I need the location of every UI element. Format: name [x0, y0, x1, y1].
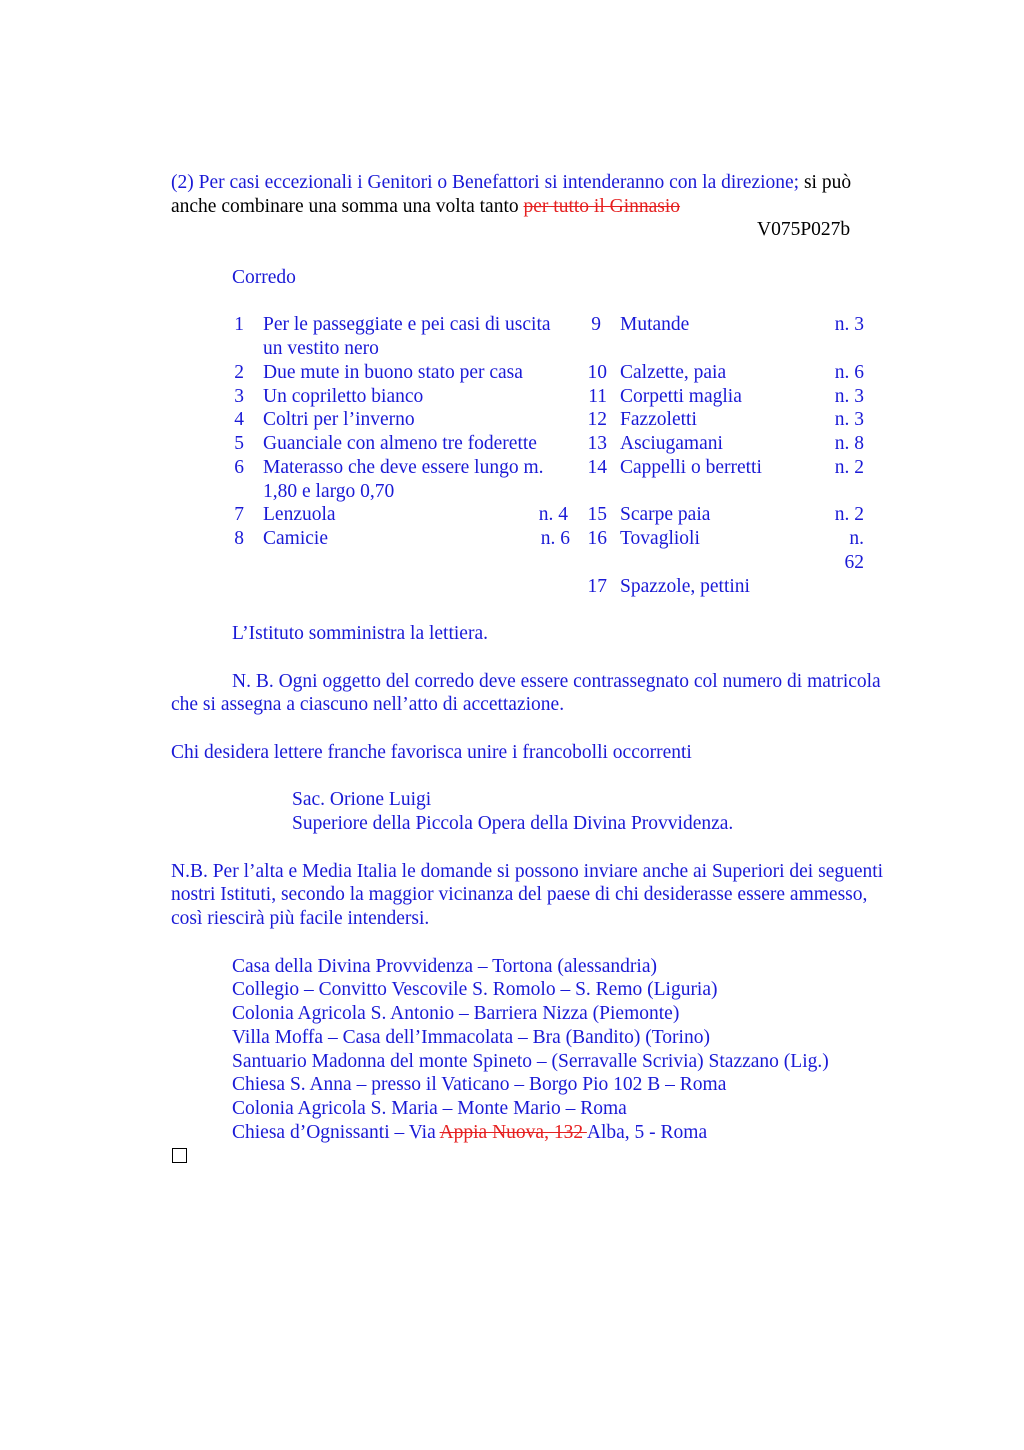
corredo-row-continuation [263, 337, 379, 361]
note-2-blue-text: (2) Per casi eccezionali i Genitori o Benefattori si intenderanno con la direzione; [171, 172, 800, 193]
item-number: 10 [587, 362, 607, 383]
institute-item: Casa della Divina Provvidenza – Tortona (alessandria) [232, 956, 657, 977]
item-number: 17 [587, 576, 607, 597]
item-quantity-continuation [800, 551, 864, 575]
nb-istituti-line-1: N.B. Per l’alta e Media Italia le domande si possono inviare anche ai Superiori dei seguenti [171, 861, 884, 882]
lettiera-note: L’Istituto somministra la lettiera. [232, 623, 488, 644]
item-quantity: n. 2 [834, 457, 864, 478]
item-text: Cappelli o berretti [620, 457, 762, 478]
item-number: 2 [234, 362, 244, 383]
item-number: 1 [234, 314, 244, 335]
item-text: Coltri per l’inverno [263, 409, 415, 430]
item-number: 4 [234, 409, 244, 430]
item-text: Lenzuola [263, 504, 336, 525]
struck-text-ginnasio: per tutto il Ginnasio [523, 196, 681, 217]
item-quantity: n. 3 [834, 409, 864, 430]
item-text: Scarpe paia [620, 504, 711, 525]
item-text: Materasso che deve essere lungo m. [263, 457, 544, 478]
institute-last-before: Chiesa d’Ognissanti – Via [232, 1122, 440, 1143]
item-number: 12 [587, 409, 607, 430]
item-number: 8 [234, 528, 244, 549]
signature-title: Superiore della Piccola Opera della Divina Provvidenza. [292, 813, 734, 834]
nb-istituti-line-3: così riescirà più facile intendersi. [171, 908, 430, 929]
corredo-title: Corredo [232, 267, 296, 288]
item-text: Asciugamani [620, 433, 723, 454]
item-number: 5 [234, 433, 244, 454]
item-quantity: n. 6 [540, 528, 570, 549]
item-text: Guanciale con almeno tre foderette [263, 433, 537, 454]
item-text: Camicie [263, 528, 328, 549]
institute-item: Villa Moffa – Casa dell’Immacolata – Bra (Bandito) (Torino) [232, 1027, 710, 1048]
item-number: 3 [234, 386, 244, 407]
item-number: 7 [234, 504, 244, 525]
item-text: Mutande [620, 314, 690, 335]
institute-item: Collegio – Convitto Vescovile S. Romolo – S. Remo (Liguria) [232, 979, 718, 1000]
item-number: 15 [587, 504, 607, 525]
nb-matricola-line-2: che si assegna a ciascuno nell’atto di accettazione. [171, 694, 565, 715]
signature-name: Sac. Orione Luigi [292, 789, 432, 810]
item-number: 6 [234, 457, 244, 478]
item-quantity: n. 3 [834, 314, 864, 335]
corredo-row-continuation [263, 480, 394, 504]
institute-item: Colonia Agricola S. Maria – Monte Mario – Roma [232, 1098, 627, 1119]
item-text: Spazzole, pettini [620, 576, 750, 597]
item-text: Corpetti maglia [620, 386, 742, 407]
item-number: 13 [587, 433, 607, 454]
item-quantity: n. 3 [834, 386, 864, 407]
item-text: Un copriletto bianco [263, 386, 424, 407]
item-text-continuation: un vestito nero [263, 338, 379, 359]
note-2-line-2-text: anche combinare una somma una volta tanto [171, 196, 524, 217]
item-text: Per le passeggiate e pei casi di uscita [263, 314, 551, 335]
note-2-black-text: si può [799, 172, 852, 193]
institute-item: Colonia Agricola S. Antonio – Barriera Nizza (Piemonte) [232, 1003, 680, 1024]
institute-item: Santuario Madonna del monte Spineto – (Serravalle Scrivia) Stazzano (Lig.) [232, 1051, 829, 1072]
item-quantity-continuation-text: 62 [844, 552, 864, 573]
item-text: Fazzoletti [620, 409, 697, 430]
item-number: 9 [591, 314, 601, 335]
empty-square-icon [172, 1148, 187, 1163]
item-quantity: n. 8 [834, 433, 864, 454]
nb-matricola-line-1: N. B. Ogni oggetto del corredo deve essere contrassegnato col numero di matricola [232, 671, 881, 692]
item-text-continuation: 1,80 e largo 0,70 [263, 481, 395, 502]
item-text: Tovaglioli [620, 528, 700, 549]
francobolli-note: Chi desidera lettere franche favorisca unire i francobolli occorrenti [171, 742, 692, 763]
item-number: 16 [587, 528, 607, 549]
institute-item: Chiesa S. Anna – presso il Vaticano – Borgo Pio 102 B – Roma [232, 1074, 727, 1095]
nb-istituti-line-2: nostri Istituti, secondo la maggior vicinanza del paese di chi desiderasse essere ammesso, [171, 884, 868, 905]
item-quantity: n. [849, 528, 864, 549]
item-text: Calzette, paia [620, 362, 727, 383]
institute-last-after: Alba, 5 - Roma [586, 1122, 708, 1143]
item-number: 11 [588, 386, 607, 407]
page-code: V075P027b [757, 219, 851, 240]
item-quantity: n. 4 [538, 504, 568, 525]
item-quantity: n. 6 [834, 362, 864, 383]
struck-text-appia: Appia Nuova, 132 [439, 1122, 587, 1143]
corredo-table [0, 0, 1024, 600]
item-text: Due mute in buono stato per casa [263, 362, 523, 383]
institute-item-last [232, 1121, 707, 1145]
item-number: 14 [587, 457, 607, 478]
item-quantity: n. 2 [834, 504, 864, 525]
